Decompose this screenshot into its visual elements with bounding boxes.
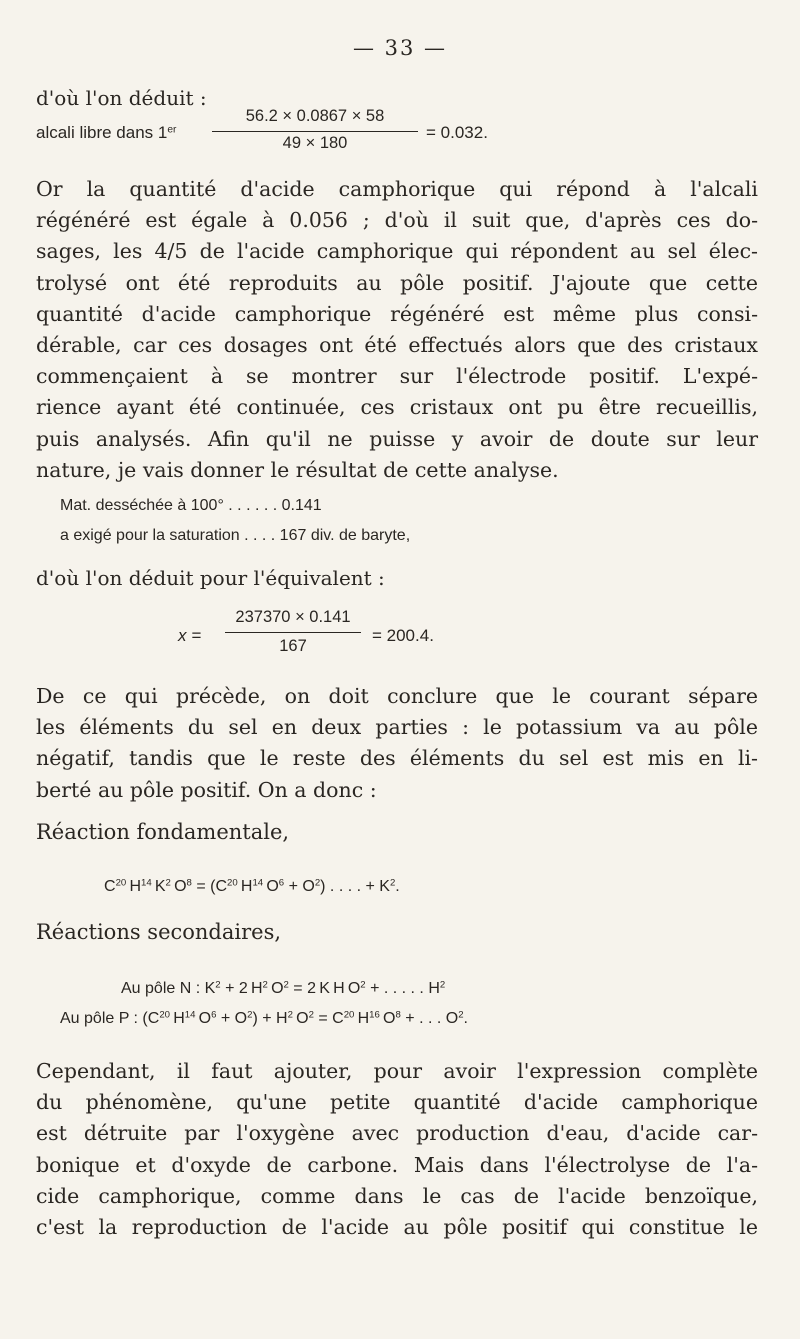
paragraph-2-line: les éléments du sel en deux parties : le potassium va au pôle [36, 715, 758, 740]
equivalent-denominator: 167 [279, 637, 307, 655]
heading-secondary-reactions: Réactions secondaires, [36, 920, 282, 944]
analysis-line-2: a exigé pour la saturation . . . . 167 div. de baryte, [60, 527, 411, 544]
paragraph-3-line: c'est la reproduction de l'acide au pôle positif qui constitue le [36, 1215, 758, 1240]
equivalent-variable: x = [178, 626, 202, 645]
paragraph-1-line: commençaient à se montrer sur l'électrode positif. L'expé- [36, 364, 758, 389]
alcali-result: = 0.032. [426, 123, 488, 142]
paragraph-2 [36, 681, 758, 806]
paragraph-2-line: De ce qui précède, on doit conclure que le courant sépare [36, 684, 758, 708]
formula-negative-pole: Au pôle N : $K^2 + 2$ $H^2$ $O^2 = 2$ K H $O^2$ + . . . . . $H^2$ [121, 979, 446, 997]
formula-positive-pole: Au pôle P : ($C^{20}$ $H^{14}$ $O^6 + O^2) + H^2$ $O^2 = C^{20}$ $H^{16}$ $O^8$ + . . . $O^2$. [60, 1009, 468, 1027]
paragraph-3 [36, 1056, 758, 1243]
paragraph-1-line: nature, je vais donner le résultat de cette analyse. [36, 457, 559, 482]
paragraph-1-line: Or la quantité d'acide camphorique qui répond à l'alcali [36, 177, 758, 201]
paragraph-1-line: régénéré est égale à 0.056 ; d'où il suit que, d'après ces do- [36, 208, 758, 233]
alcali-denominator: 49 × 180 [282, 134, 348, 152]
paragraph-1-line: dérable, car ces dosages ont été effectués alors que des cristaux [36, 333, 758, 358]
paragraph-3-line: bonique et d'oxyde de carbone. Mais dans l'électrolyse de l'a- [36, 1152, 758, 1177]
paragraph-1-line: rience ayant été continuée, ces cristaux ont pu être recueillis, [36, 395, 758, 420]
paragraph-1-line: trolysé ont été reproduits au pôle positif. J'ajoute que cette [36, 270, 758, 295]
paragraph-3-line: du phénomène, qu'une petite quantité d'acide camphorique [36, 1090, 758, 1115]
paragraph-2-line: négatif, tandis que le reste des éléments du sel est mis en li- [36, 746, 758, 771]
paragraph-1-line: quantité d'acide camphorique régénéré est même plus consi- [36, 301, 758, 326]
page-number: — 33 — [352, 36, 448, 60]
alcali-numerator: 56.2 × 0.0867 × 58 [245, 107, 385, 125]
intro-line-2: d'où l'on déduit pour l'équivalent : [36, 566, 385, 590]
equivalent-numerator: 237370 × 0.141 [235, 608, 351, 626]
formula-fundamental: $C^{20}$ $H^{14}$ $K^2$ $O^8 = (C^{20}$ $H^{14}$ $O^6 + O^2$) . . . . + $K^2$. [104, 877, 400, 895]
paragraph-1 [36, 174, 758, 486]
alcali-label: alcali libre dans 1er [36, 123, 177, 142]
equivalent-result: = 200.4. [372, 626, 434, 645]
paragraph-2-line: berté au pôle positif. On a donc : [36, 777, 377, 802]
intro-line-1: d'où l'on déduit : [36, 86, 207, 110]
paragraph-1-line: sages, les 4/5 de l'acide camphorique qui répondent au sel élec- [36, 239, 758, 264]
alcali-fraction-bar [212, 131, 418, 132]
paragraph-3-line: est détruite par l'oxygène avec production d'eau, d'acide car- [36, 1121, 758, 1146]
analysis-line-1: Mat. desséchée à 100° . . . . . . 0.141 [60, 497, 322, 514]
paragraph-3-line: cide camphorique, comme dans le cas de l'acide benzoïque, [36, 1183, 758, 1208]
paragraph-3-line: Cependant, il faut ajouter, pour avoir l'expression complète [36, 1059, 758, 1083]
paragraph-1-line: puis analysés. Afin qu'il ne puisse y avoir de doute sur leur [36, 426, 758, 451]
equivalent-fraction-bar [225, 632, 361, 633]
heading-fundamental-reaction: Réaction fondamentale, [36, 820, 290, 844]
